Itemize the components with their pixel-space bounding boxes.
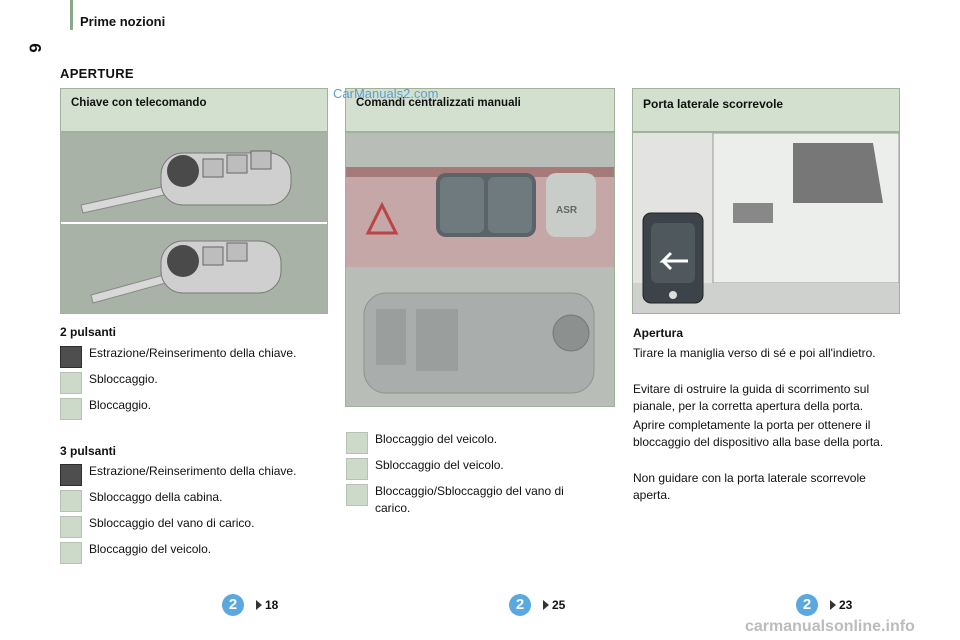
lock-icon — [60, 398, 82, 420]
paragraph: Non guidare con la porta laterale scorrevole aperta. — [633, 471, 866, 502]
list-item: Bloccaggio del veicolo. — [89, 542, 212, 556]
key-3-buttons-illustration — [91, 241, 281, 303]
group-2-buttons-title: 2 pulsanti — [60, 325, 117, 339]
van-icon — [346, 484, 368, 506]
chapter-badge: 2 — [509, 594, 531, 616]
list-item: Estrazione/Reinserimento della chiave. — [89, 464, 297, 478]
paragraph: Evitare di ostruire la guida di scorrimento sul pianale, per la corretta apertura della porta. — [633, 382, 870, 413]
ref-page-number: 23 — [839, 598, 853, 612]
watermark-top: CarManuals2.com — [333, 86, 439, 101]
key-button-icon — [60, 464, 82, 486]
page-heading: APERTURE — [60, 66, 134, 81]
key-remote-illustration — [60, 132, 328, 314]
arrow-right-icon — [543, 600, 549, 610]
chapter-badge: 2 — [222, 594, 244, 616]
section-title: Prime nozioni — [80, 14, 166, 29]
list-item: Sbloccaggo della cabina. — [89, 490, 223, 504]
apertura-subtitle: Apertura — [633, 326, 684, 340]
page-reference-link[interactable] — [256, 598, 278, 612]
ref-page-number: 18 — [265, 598, 279, 612]
paragraph: Tirare la maniglia verso di sé e poi all'indietro. — [633, 346, 876, 360]
unlock-icon — [60, 372, 82, 394]
controls-svg — [346, 133, 614, 406]
panel-right-title: Porta laterale scorrevole — [632, 88, 900, 132]
page-number: 6 — [25, 43, 45, 53]
list-item: Sbloccaggio del veicolo. — [375, 458, 504, 472]
unlock-icon — [60, 490, 82, 512]
page-reference-link[interactable] — [543, 598, 565, 612]
arrow-right-icon — [256, 600, 262, 610]
lock-icon — [60, 542, 82, 564]
page-reference-link[interactable] — [830, 598, 852, 612]
sidebar-accent-bar — [70, 0, 73, 30]
unlock-icon — [346, 458, 368, 480]
central-lock-controls-illustration — [345, 132, 615, 407]
asr-label: ASR — [556, 205, 578, 216]
door-svg — [633, 133, 899, 313]
chapter-badge: 2 — [796, 594, 818, 616]
sliding-door-illustration — [632, 132, 900, 314]
key-button-icon — [60, 346, 82, 368]
watermark-bottom: carmanualsonline.info — [745, 618, 915, 635]
paragraph: Aprire completamente la porta per ottenere il bloccaggio del dispositivo alla base della porta. — [633, 418, 884, 449]
list-item: Bloccaggio. — [89, 398, 152, 412]
list-item: Bloccaggio/Sbloccaggio del vano di carico. — [375, 484, 564, 515]
panel-middle-title: Comandi centralizzati manuali — [345, 88, 615, 132]
panel-left-title: Chiave con telecomando — [60, 88, 328, 132]
arrow-right-icon — [830, 600, 836, 610]
group-3-buttons-title: 3 pulsanti — [60, 444, 117, 458]
list-item: Bloccaggio del veicolo. — [375, 432, 498, 446]
lock-icon — [346, 432, 368, 454]
list-item: Sbloccaggio. — [89, 372, 158, 386]
key-remote-svg — [61, 133, 327, 313]
key-2-buttons-illustration — [81, 151, 291, 213]
cargo-unlock-icon — [60, 516, 82, 538]
ref-page-number: 25 — [552, 598, 566, 612]
list-item: Sbloccaggio del vano di carico. — [89, 516, 255, 530]
list-item: Estrazione/Reinserimento della chiave. — [89, 346, 297, 360]
